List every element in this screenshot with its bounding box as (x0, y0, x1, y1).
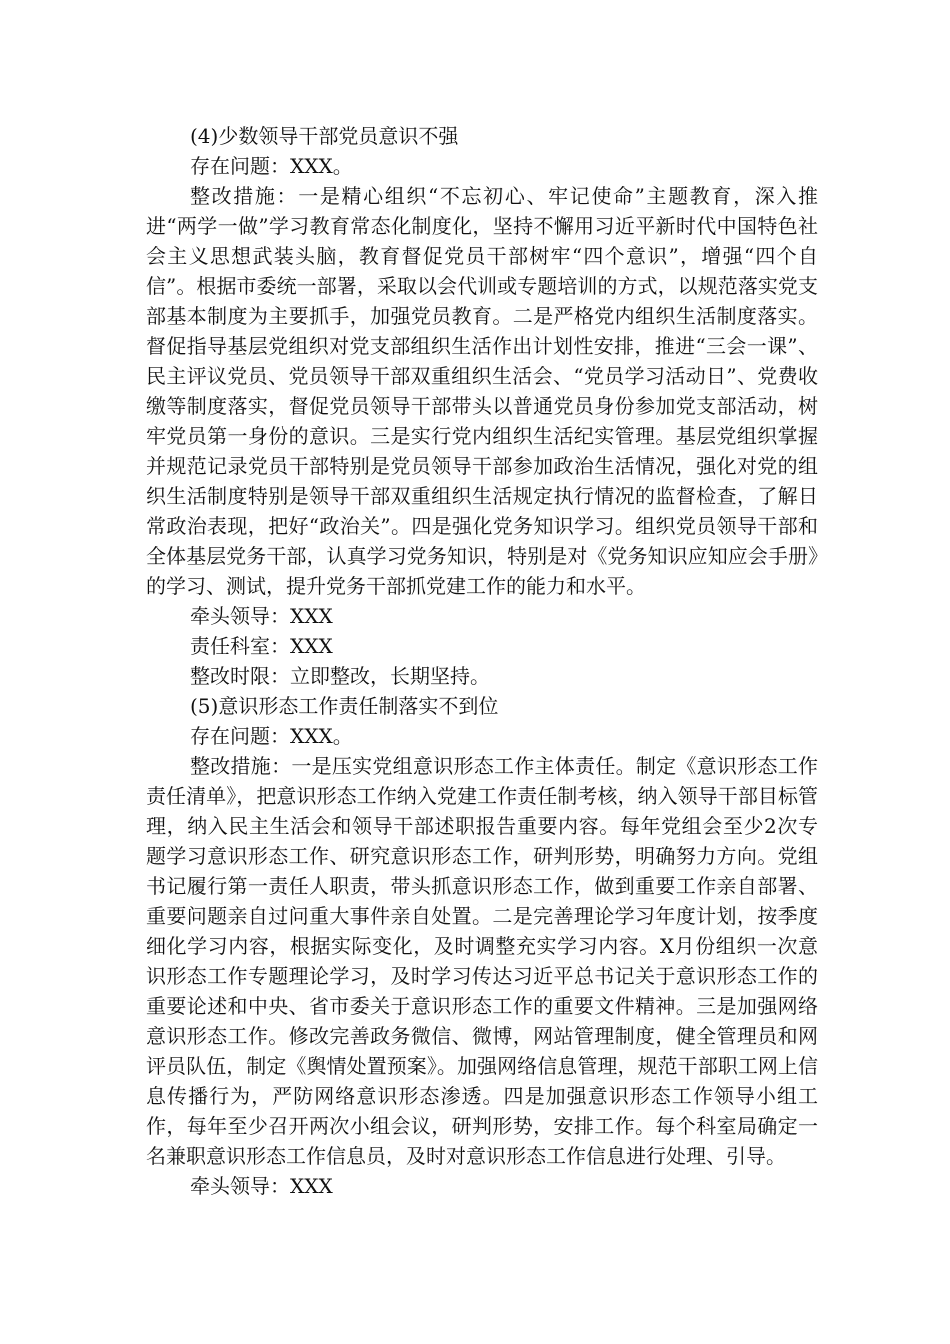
section-5-heading: (5)意识形态工作责任制落实不到位 (190, 694, 499, 718)
section-4-measures: 整改措施：一是精心组织“不忘初心、牢记使命”主题教育，深入推进“两学一做”学习教育常态化制度化，坚持不懈用习近平新时代中国特色社会主义思想武装头脑，教育督促党员干部树牢“四个意识”，增强“四个自信”。根据市委统一部署，采取以会代训或专题培训的方式，以规范落实党支部基本制度为主要抓手，加强党员教育。二是严格党内组织生活制度落实。督促指导基层党组织对党支部组织生活作出计划性安排，推进“三会一课”、民主评议党员、党员领导干部双重组织生活会、“党员学习活动日”、党费收缴等制度落实，督促党员领导干部带头以普通党员身份参加党支部活动，树牢党员第一身份的意识。三是实行党内组织生活纪实管理。基层党组织掌握并规范记录党员干部特别是党员领导干部参加政治生活情况，强化对党的组织生活制度特别是领导干部双重组织生活规定执行情况的监督检查，了解日常政治表现，把好“政治关”。四是强化党务知识学习。组织党员领导干部和全体基层党务干部，认真学习党务知识，特别是对《党务知识应知应会手册》的学习、测试，提升党务干部抓党建工作的能力和水平。 (146, 184, 818, 598)
section-4-heading: (4)少数领导干部党员意识不强 (190, 124, 459, 148)
section-4-leader: 牵头领导：XXX (190, 604, 333, 628)
section-4-deadline: 整改时限：立即整改，长期坚持。 (190, 664, 490, 688)
section-4-problem: 存在问题：XXX。 (190, 154, 353, 178)
document-body (146, 121, 818, 1201)
section-5-measures: 整改措施：一是压实党组意识形态工作主体责任。制定《意识形态工作责任清单》，把意识形态工作纳入党建工作责任制考核，纳入领导干部目标管理，纳入民主生活会和领导干部述职报告重要内容。每年党组会至少2次专题学习意识形态工作、研究意识形态工作，研判形势，明确努力方向。党组书记履行第一责任人职责，带头抓意识形态工作，做到重要工作亲自部署、重要问题亲自过问重大事件亲自处置。二是完善理论学习年度计划，按季度细化学习内容，根据实际变化，及时调整充实学习内容。X月份组织一次意识形态工作专题理论学习，及时学习传达习近平总书记关于意识形态工作的重要论述和中央、省市委关于意识形态工作的重要文件精神。三是加强网络意识形态工作。修改完善政务微信、微博，网站管理制度，健全管理员和网评员队伍，制定《舆情处置预案》。加强网络信息管理，规范干部职工网上信息传播行为，严防网络意识形态渗透。四是加强意识形态工作领导小组工作，每年至少召开两次小组会议，研判形势，安排工作。每个科室局确定一名兼职意识形态工作信息员，及时对意识形态工作信息进行处理、引导。 (146, 754, 818, 1168)
section-4-office: 责任科室：XXX (190, 634, 333, 658)
section-5-problem: 存在问题：XXX。 (190, 724, 353, 748)
section-5-leader: 牵头领导：XXX (190, 1174, 333, 1198)
